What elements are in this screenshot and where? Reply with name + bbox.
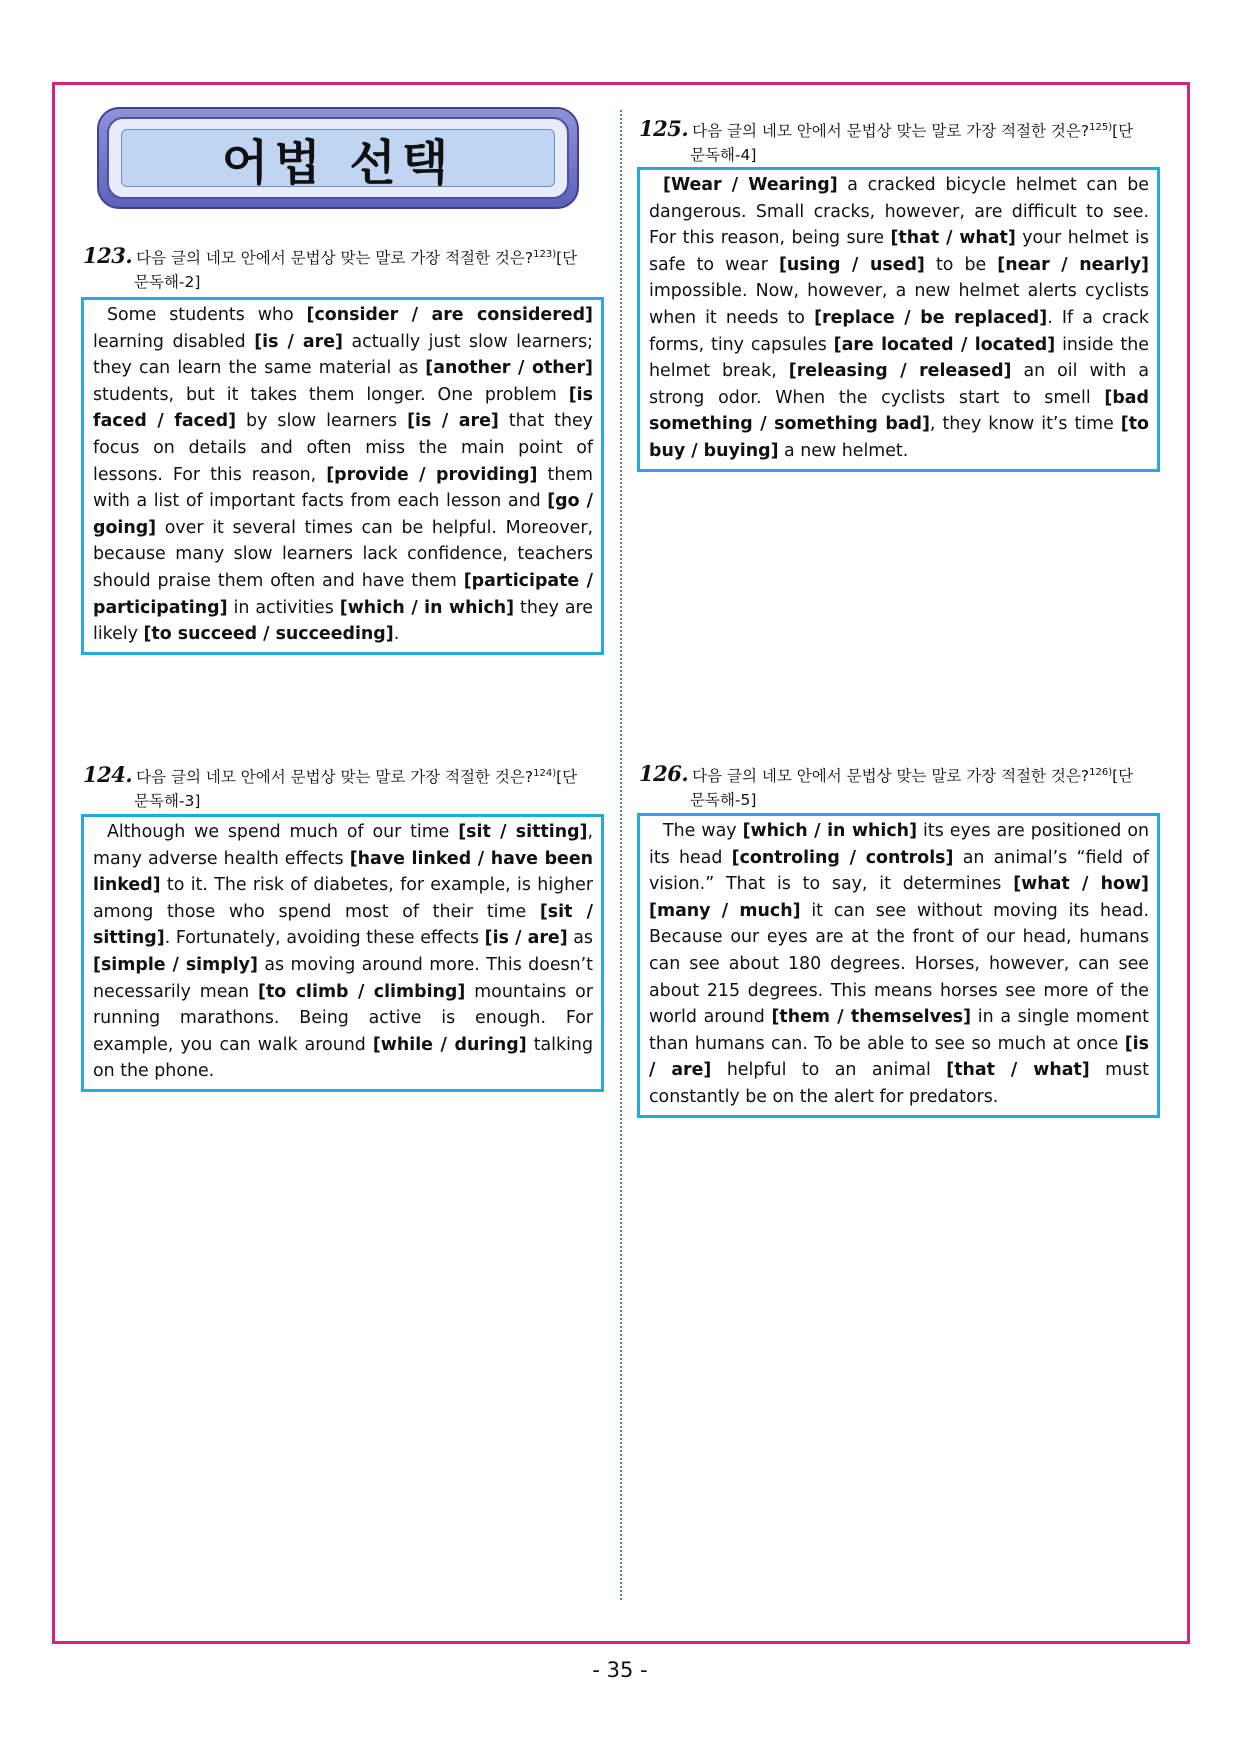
footnote-mark: 125): [1089, 122, 1113, 133]
grammar-choice: [participate / participating]: [93, 570, 594, 618]
question-header: [83, 762, 613, 813]
column-divider: [620, 110, 622, 1600]
grammar-choice: [bad something / something bad]: [649, 387, 1149, 435]
question-prompt: 다음 글의 네모 안에서 문법상 맞는 말로 가장 적절한 것은?: [692, 767, 1090, 785]
grammar-choice: [is faced / faced]: [93, 384, 593, 432]
grammar-choice: [that / what]: [890, 228, 1016, 249]
grammar-choice: [consider / are considered]: [306, 305, 593, 325]
grammar-choice: [sit / sitting]: [458, 822, 588, 842]
passage-box: [637, 167, 1160, 472]
question-source-continued: 문독해-4]: [690, 146, 757, 164]
question-number: 124.: [83, 762, 133, 787]
passage-text: Some students who [consider / are considered] learning disabled [is / are] actually just slow learners; they can learn the same material as [another / other] students, but it takes them longer. One problem [is faced / faced] by slow learners [is / are] that they focus on details and often miss the main point of lessons. For this reason, [provide / providing] them with a list of important facts from each lesson and [go / going] over it several times can be helpful. Moreover, because many slow learners lack confidence, teachers should praise them often and have them [participate / participating] in activities [which / in which] they are likely [to succeed / succeeding].: [93, 305, 594, 645]
grammar-choice: [which / in which]: [742, 821, 918, 841]
question-header: [639, 116, 1169, 167]
question-source-continued: 문독해-3]: [134, 792, 201, 810]
grammar-choice: [is / are]: [254, 331, 343, 352]
grammar-choice: [them / themselves]: [771, 1007, 972, 1028]
grammar-choice: [another / other]: [425, 358, 593, 379]
question-header: [639, 761, 1169, 812]
grammar-choice: [near / nearly]: [997, 254, 1149, 275]
question-source: [단: [1112, 767, 1134, 785]
grammar-choice: [what / how]: [1013, 874, 1149, 895]
grammar-choice: [Wear / Wearing]: [663, 175, 838, 195]
passage-text: The way [which / in which] its eyes are positioned on its head [controling / controls] an animal’s “field of vision.” That is to say, it determines [what / how] [many / much] it can see without moving its head. Because our eyes are at the front of our head, humans can see about 180 degrees. Horses, however, can see about 215 degrees. This means horses see more of the world around [them / themselves] in a single moment than humans can. To be able to see so much at once [is / are] helpful to an animal [that / what] must constantly be on the alert for predators.: [649, 821, 1150, 1107]
question-source: [단: [556, 249, 578, 267]
grammar-choice: [controling / controls]: [731, 847, 954, 868]
question-source: [단: [556, 768, 578, 786]
grammar-choice: [have linked / have been linked]: [93, 848, 593, 896]
title-banner-frame: [107, 117, 569, 199]
grammar-choice: [is / are]: [407, 411, 499, 432]
footnote-mark: 123): [533, 249, 557, 260]
page-title: 어법 선택: [221, 134, 455, 191]
passage-box: [81, 297, 604, 655]
grammar-choice: [provide / providing]: [326, 464, 538, 485]
question-header: [83, 243, 613, 294]
grammar-choice: [is / are]: [649, 1033, 1149, 1081]
grammar-choice: [which / in which]: [339, 597, 515, 618]
grammar-choice: [many / much]: [649, 900, 801, 921]
passage-box: [637, 813, 1160, 1118]
question-source-continued: 문독해-5]: [690, 791, 757, 809]
grammar-choice: [while / during]: [372, 1034, 527, 1055]
passage-text: [Wear / Wearing] a cracked bicycle helmet can be dangerous. Small cracks, however, are difficult to see. For this reason, being sure [that / what] your helmet is safe to wear [using / used] to be [near / nearly] impossible. Now, however, a new helmet alerts cyclists when it needs to [replace / be replaced]. If a crack forms, tiny capsules [are located / located] inside the helmet break, [releasing / released] an oil with a strong odor. When the cyclists start to smell [bad something / something bad], they know it’s time [to buy / buying] a new helmet.: [649, 175, 1150, 461]
grammar-choice: [simple / simply]: [93, 954, 258, 975]
footnote-mark: 124): [533, 768, 557, 779]
footnote-mark: 126): [1089, 767, 1113, 778]
grammar-choice: [releasing / released]: [788, 361, 1012, 382]
grammar-choice: [to buy / buying]: [649, 414, 1149, 461]
title-banner-inner: [121, 129, 555, 191]
question-prompt: 다음 글의 네모 안에서 문법상 맞는 말로 가장 적절한 것은?: [692, 122, 1090, 140]
grammar-choice: [using / used]: [778, 254, 925, 275]
question-prompt: 다음 글의 네모 안에서 문법상 맞는 말로 가장 적절한 것은?: [136, 249, 534, 267]
title-banner: [97, 107, 579, 209]
question-source: [단: [1112, 122, 1134, 140]
question-number: 126.: [639, 761, 689, 786]
grammar-choice: [go / going]: [93, 491, 593, 538]
question-prompt: 다음 글의 네모 안에서 문법상 맞는 말로 가장 적절한 것은?: [136, 768, 534, 786]
page-number: - 35 -: [592, 1658, 648, 1682]
grammar-choice: [sit / sitting]: [93, 901, 594, 949]
grammar-choice: [replace / be replaced]: [814, 307, 1048, 328]
grammar-choice: [to climb / climbing]: [258, 981, 466, 1002]
grammar-choice: [to succeed / succeeding]: [143, 624, 394, 645]
question-source-continued: 문독해-2]: [134, 273, 201, 291]
grammar-choice: [that / what]: [946, 1060, 1090, 1081]
passage-box: [81, 814, 604, 1092]
passage-text: Although we spend much of our time [sit / sitting], many adverse health effects [have linked / have been linked] to it. The risk of diabetes, for example, is higher among those who spend most of their time [sit / sitting]. Fortunately, avoiding these effects [is / are] as [simple / simply] as moving around more. This doesn’t necessarily mean [to climb / climbing] mountains or running marathons. Being active is enough. For example, you can walk around [while / during] talking on the phone.: [93, 822, 594, 1082]
grammar-choice: [are located / located]: [833, 334, 1056, 355]
question-number: 123.: [83, 243, 133, 268]
grammar-choice: [is / are]: [484, 928, 568, 949]
question-number: 125.: [639, 116, 689, 141]
